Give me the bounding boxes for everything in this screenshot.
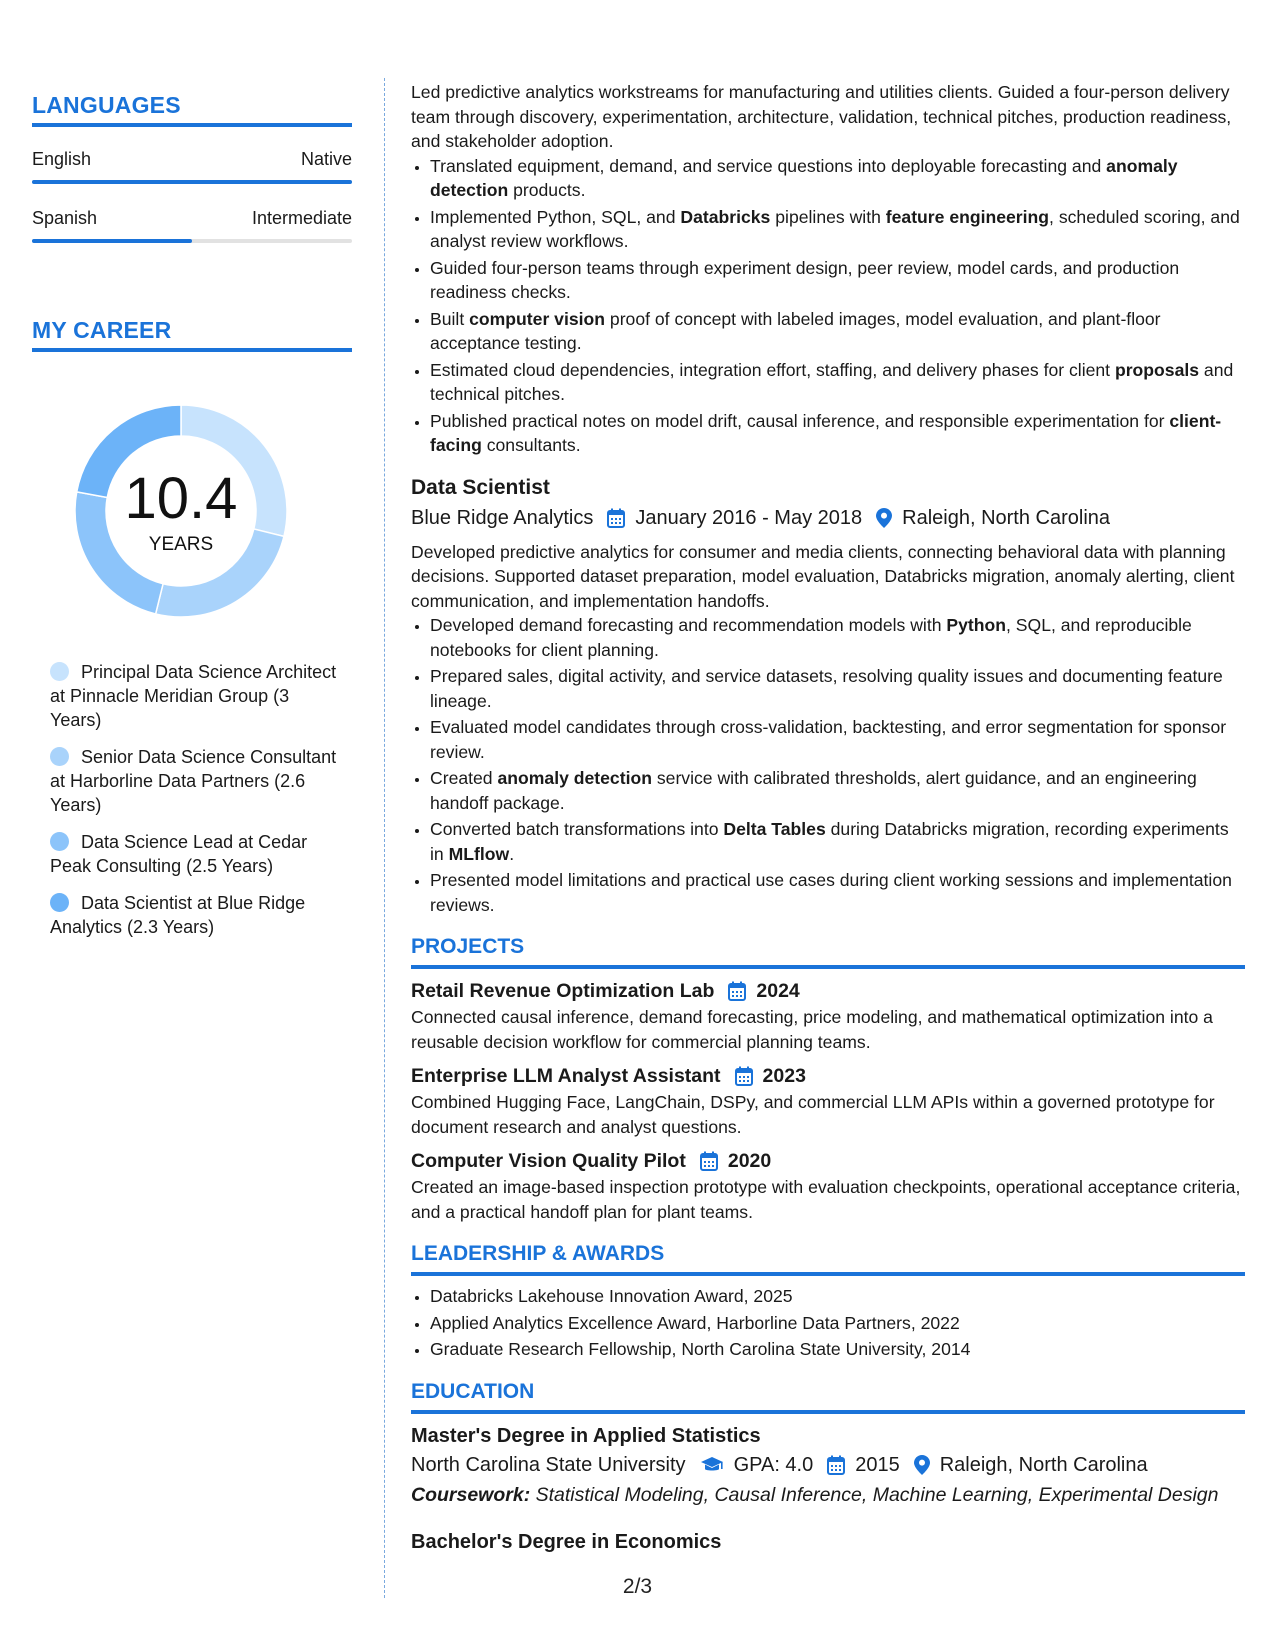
left-column — [32, 92, 352, 952]
job-bullet: • Published practical notes on model drift, causal inference, and responsible experimentation for client-facing consultants. — [430, 409, 1245, 458]
project-desc: Created an image-based inspection prototype with evaluation checkpoints, operational acceptance criteria, and a practical handoff plan for plant teams. — [411, 1177, 1241, 1222]
project-name: Enterprise LLM Analyst Assistant — [411, 1065, 721, 1087]
language-level: Intermediate — [251, 208, 352, 228]
project-name: Retail Revenue Optimization Lab — [411, 980, 715, 1002]
location-pin-icon — [914, 1455, 930, 1475]
project-item — [411, 977, 1245, 1054]
project-name: Computer Vision Quality Pilot — [411, 1150, 686, 1172]
projects-title: PROJECTS — [411, 933, 1245, 969]
career-legend-label: Data Science Lead at Cedar Peak Consulting (2.5 Years) — [50, 832, 308, 876]
job-bullet: • Prepared sales, digital activity, and service datasets, resolving quality issues and documenting feature lineage. — [430, 664, 1245, 713]
degree-title: Bachelor's Degree in Economics — [411, 1530, 722, 1553]
coursework-label: Coursework: — [411, 1483, 531, 1506]
language-proficiency-bar — [32, 239, 352, 243]
award-item: • Graduate Research Fellowship, North Carolina State University, 2014 — [430, 1337, 1245, 1362]
school-location: Raleigh, North Carolina — [939, 1453, 1148, 1476]
career-legend-item — [50, 830, 340, 878]
legend-dot-icon — [50, 747, 69, 766]
project-year: 2024 — [756, 980, 800, 1002]
calendar-icon — [735, 1066, 753, 1086]
gpa: GPA: 4.0 — [733, 1453, 814, 1476]
career-legend-item — [50, 660, 340, 732]
job-bullet: • Evaluated model candidates through cross-validation, backtesting, and error segmentation for sponsor review. — [430, 715, 1245, 764]
language-item — [32, 208, 352, 243]
job-bullet: • Converted batch transformations into Delta Tables during Databricks migration, recording experiments in MLflow. — [430, 817, 1245, 866]
language-proficiency-fill — [32, 239, 192, 243]
graduation-cap-icon — [700, 1456, 724, 1474]
job-title: Data Scientist — [411, 475, 550, 499]
language-name: Spanish — [32, 208, 98, 228]
job-location: Raleigh, North Carolina — [902, 506, 1111, 529]
job-summary: Developed predictive analytics for consumer and media clients, connecting behavioral data with planning decisions. Supported dataset preparation, model evaluation, Databricks migration, anomaly alerting, client communication, and implementation handoffs. — [411, 541, 1235, 611]
education-meta — [411, 1450, 1245, 1480]
job-dates: January 2016 - May 2018 — [635, 506, 863, 529]
career-title: MY CAREER — [32, 317, 352, 352]
job-bullet: • Developed demand forecasting and recommendation models with Python, SQL, and reproducible notebooks for client planning. — [430, 613, 1245, 662]
degree-title: Master's Degree in Applied Statistics — [411, 1424, 761, 1447]
job-bullet: • Implemented Python, SQL, and Databricks pipelines with feature engineering, scheduled scoring, and analyst review workflows. — [430, 205, 1245, 254]
career-legend-item — [50, 745, 340, 817]
career-total-unit: YEARS — [148, 534, 214, 555]
project-desc: Connected causal inference, demand forecasting, price modeling, and mathematical optimization into a reusable decision workflow for commercial planning teams. — [411, 1007, 1213, 1052]
calendar-icon — [827, 1455, 845, 1475]
page-number: 2/3 — [622, 1575, 653, 1598]
project-item — [411, 1147, 1245, 1224]
language-name: English — [32, 149, 92, 169]
languages-title: LANGUAGES — [32, 92, 352, 127]
career-legend-label: Principal Data Science Architect at Pinnacle Meridian Group (3 Years) — [50, 662, 337, 730]
legend-dot-icon — [50, 662, 69, 681]
job-bullet: • Guided four-person teams through experiment design, peer review, model cards, and production readiness checks. — [430, 256, 1245, 305]
column-divider — [384, 78, 385, 1598]
calendar-icon — [607, 508, 625, 528]
job-meta — [411, 504, 1245, 532]
calendar-icon — [728, 981, 746, 1001]
coursework — [411, 1480, 1245, 1510]
right-column — [411, 80, 1245, 1556]
award-item: • Applied Analytics Excellence Award, Harborline Data Partners, 2022 — [430, 1311, 1245, 1336]
job-bullet: • Estimated cloud dependencies, integration effort, staffing, and delivery phases for client proposals and technical pitches. — [430, 358, 1245, 407]
calendar-icon — [700, 1151, 718, 1171]
legend-dot-icon — [50, 893, 69, 912]
project-item — [411, 1062, 1245, 1139]
graduation-year: 2015 — [855, 1453, 900, 1476]
career-legend-label: Data Scientist at Blue Ridge Analytics (2.3 Years) — [50, 893, 306, 937]
education-title: EDUCATION — [411, 1378, 1245, 1414]
language-item — [32, 149, 352, 184]
job-bullets — [411, 154, 1245, 458]
job-bullet: • Created anomaly detection service with calibrated thresholds, alert guidance, and an engineering handoff package. — [430, 766, 1245, 815]
career-donut-chart — [66, 396, 296, 626]
award-item: • Databricks Lakehouse Innovation Award, 2025 — [430, 1284, 1245, 1309]
language-proficiency-bar — [32, 180, 352, 184]
project-year: 2020 — [727, 1150, 772, 1172]
career-legend-item — [50, 891, 340, 939]
language-proficiency-fill — [32, 180, 352, 184]
location-pin-icon — [876, 508, 892, 528]
job-bullets — [411, 613, 1245, 917]
career-total-years: 10.4 — [124, 466, 238, 531]
job-company: Blue Ridge Analytics — [411, 506, 594, 529]
awards-title: LEADERSHIP & AWARDS — [411, 1240, 1245, 1276]
school-name: North Carolina State University — [411, 1453, 686, 1476]
project-desc: Combined Hugging Face, LangChain, DSPy, and commercial LLM APIs within a governed prototype for document research and analyst questions. — [411, 1092, 1215, 1137]
legend-dot-icon — [50, 832, 69, 851]
awards-list — [411, 1284, 1245, 1362]
career-legend-label: Senior Data Science Consultant at Harborline Data Partners (2.6 Years) — [50, 747, 337, 815]
job-bullet: • Built computer vision proof of concept with labeled images, model evaluation, and plant-floor acceptance testing. — [430, 307, 1245, 356]
language-level: Native — [300, 149, 352, 169]
coursework-list: Statistical Modeling, Causal Inference, Machine Learning, Experimental Design — [530, 1483, 1219, 1506]
project-year: 2023 — [762, 1065, 806, 1087]
job-bullet: • Presented model limitations and practical use cases during client working sessions and implementation reviews. — [430, 868, 1245, 917]
job-summary: Led predictive analytics workstreams for manufacturing and utilities clients. Guided a four-person delivery team through discovery, experimentation, architecture, validation, technical pitches, production readiness, and stakeholder adoption. — [411, 82, 1232, 151]
career-legend — [50, 660, 340, 939]
job-bullet: • Translated equipment, demand, and service questions into deployable forecasting and anomaly detection products. — [430, 154, 1245, 203]
